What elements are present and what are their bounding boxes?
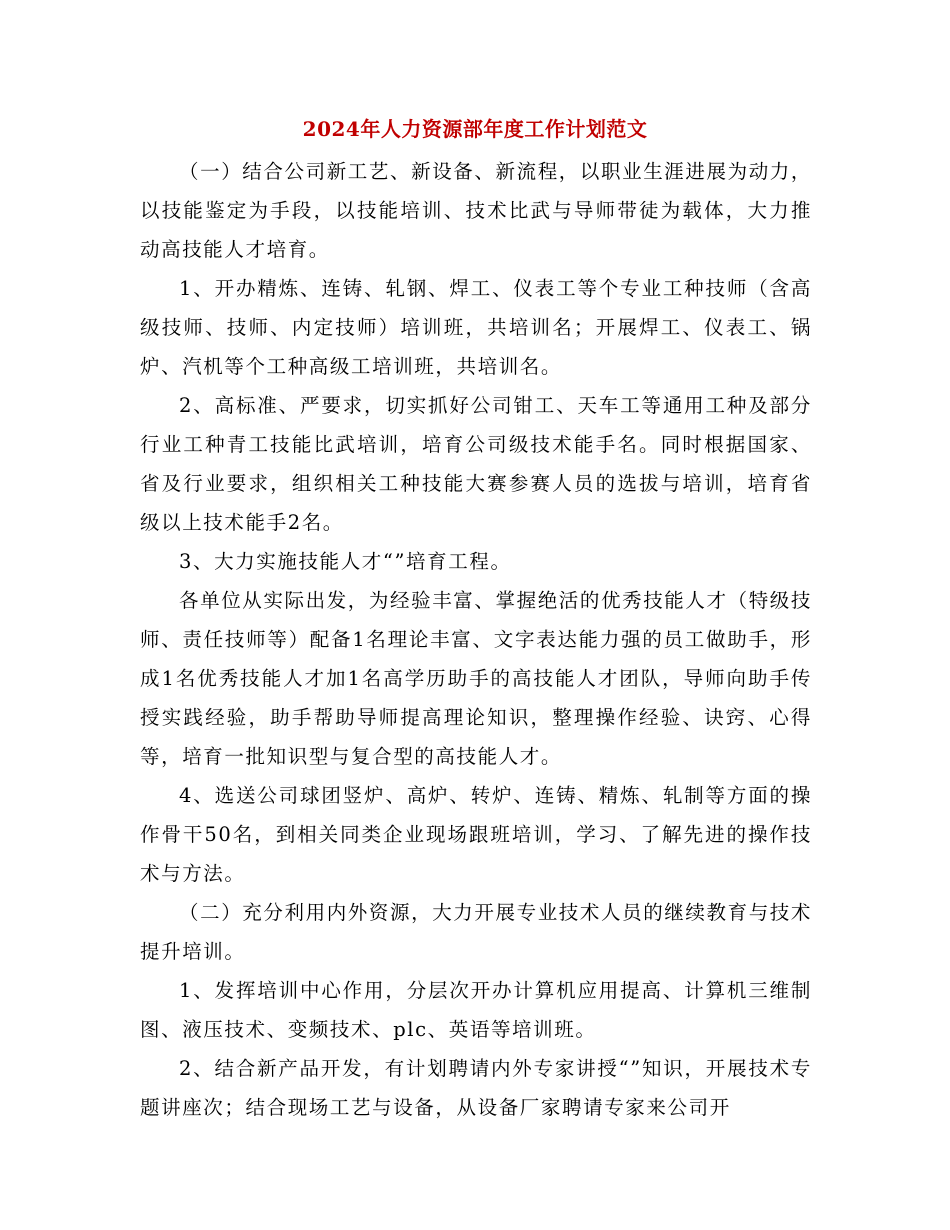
paragraph: 1、开办精炼、连铸、轧钢、焊工、仪表工等个专业工种技师（含高级技师、技师、内定技师）培训班，共培训名；开展焊工、仪表工、锅炉、汽机等个工种高级工培训班，共培训名。 bbox=[140, 277, 812, 378]
paragraph: 2、高标准、严要求，切实抓好公司钳工、天车工等通用工种及部分行业工种青工技能比武培训，培育公司级技术能手名。同时根据国家、省及行业要求，组织相关工种技能大赛参赛人员的选拔与培训，培育省级以上技术能手2名。 bbox=[140, 394, 812, 534]
paragraph: 各单位从实际出发，为经验丰富、掌握绝活的优秀技能人才（特级技师、责任技师等）配备1名理论丰富、文字表达能力强的员工做助手，形成1名优秀技能人才加1名高学历助手的高技能人才团队，导师向助手传授实践经验，助手帮助导师提高理论知识，整理操作经验、诀窍、心得等，培育一批知识型与复合型的高技能人才。 bbox=[140, 589, 813, 768]
paragraph: （二）充分利用内外资源，大力开展专业技术人员的继续教育与技术提升培训。 bbox=[140, 901, 813, 963]
paragraph: 3、大力实施技能人才“”培育工程。 bbox=[179, 550, 512, 573]
paragraph: （一）结合公司新工艺、新设备、新流程，以职业生涯进展为动力，以技能鉴定为手段，以技能培训、技术比武与导师带徒为载体，大力推动高技能人才培育。 bbox=[140, 160, 813, 261]
paragraph: 1、发挥培训中心作用，分层次开办计算机应用提高、计算机三维制图、液压技术、变频技术、plc、英语等培训班。 bbox=[140, 979, 812, 1041]
paragraph: 2、结合新产品开发，有计划聘请内外专家讲授“”知识，开展技术专题讲座次；结合现场工艺与设备，从设备厂家聘请专家来公司开 bbox=[140, 1057, 812, 1119]
paragraph: 4、选送公司球团竖炉、高炉、转炉、连铸、精炼、轧制等方面的操作骨干50名，到相关同类企业现场跟班培训，学习、了解先进的操作技术与方法。 bbox=[140, 784, 812, 885]
document-body bbox=[140, 152, 812, 1127]
document-title: 2024年人力资源部年度工作计划范文 bbox=[302, 117, 648, 141]
